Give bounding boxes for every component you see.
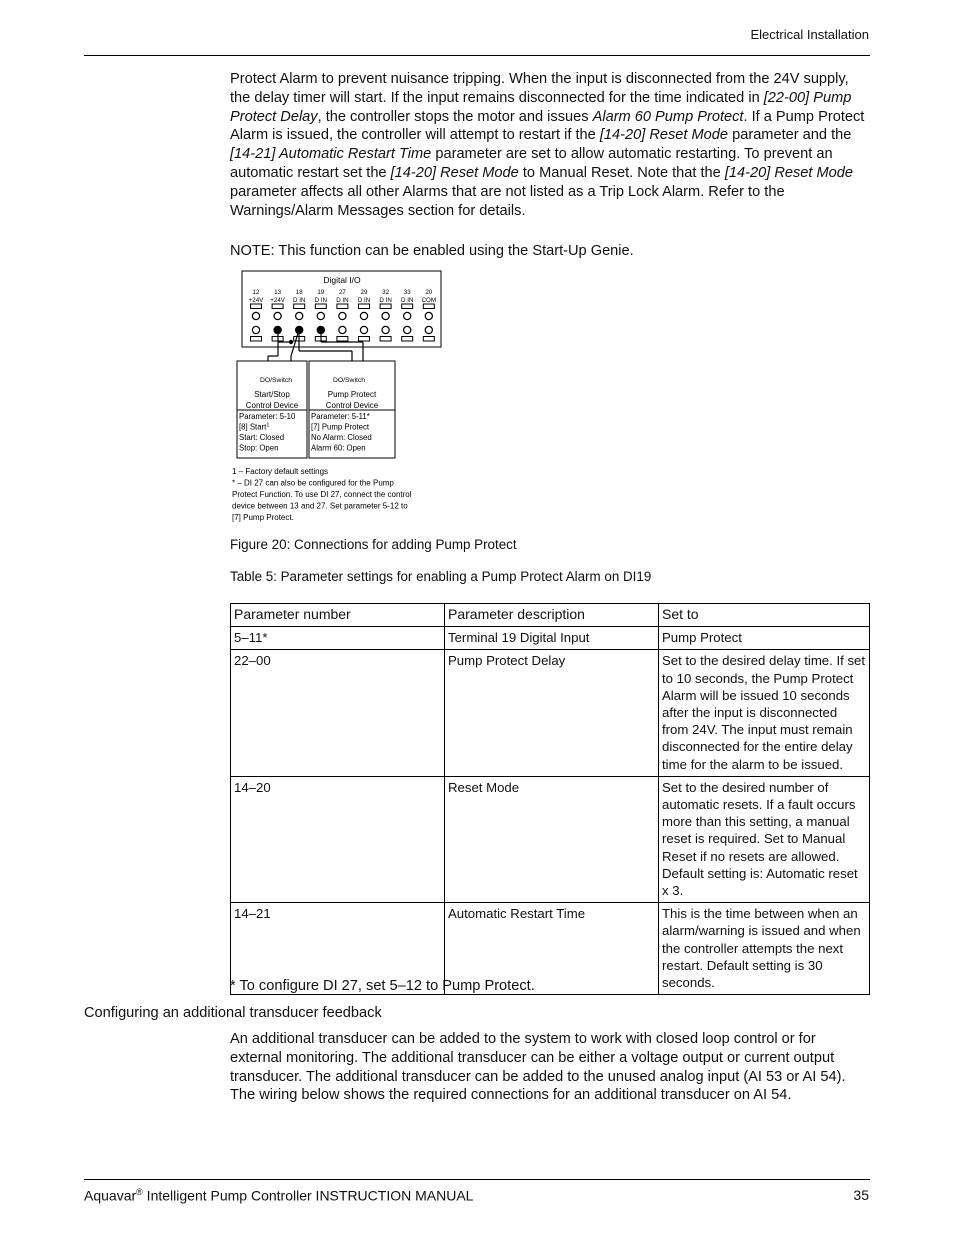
terminal-number: 29: [360, 289, 368, 296]
device-left-param: Parameter: 5-10: [239, 412, 296, 421]
terminal-top-slot: [423, 304, 434, 309]
terminal-label: D IN: [357, 297, 371, 304]
terminal-top-slot: [251, 304, 262, 309]
terminal-label: +24V: [248, 297, 264, 304]
terminal-connector: [339, 326, 346, 333]
device-right-name2: Control Device: [325, 401, 379, 410]
footnote-marker: 1: [266, 422, 270, 429]
terminal-bottom-slot: [423, 337, 434, 342]
terminal-top-slot: [337, 304, 348, 309]
note-label: NOTE:: [230, 243, 275, 259]
diagram-note-1: 1 – Factory default settings: [232, 467, 329, 476]
italic-ref: [14-20] Reset Mode: [599, 127, 729, 144]
cell-parameter-description: Reset Mode: [445, 776, 659, 902]
terminal-screw: [425, 312, 432, 319]
terminal-screw: [360, 312, 367, 319]
terminal-number: 18: [295, 289, 303, 296]
device-right-switch: DO/Switch: [332, 377, 366, 384]
cell-parameter-description: Terminal 19 Digital Input: [445, 627, 659, 650]
italic-ref: [14-20] Reset Mode: [724, 164, 854, 181]
header-parameter-description: Parameter description: [445, 604, 659, 627]
terminal-top-slot: [402, 304, 413, 309]
cell-parameter-description: Automatic Restart Time: [445, 903, 659, 995]
diagram-note-2: * – DI 27 can also be configured for the Pump: [232, 478, 394, 488]
cell-parameter-description: Pump Protect Delay: [445, 650, 659, 776]
text-run: parameter affects all other Alarms that are not listed as a Trip Lock Alarm. Refer to the Warnings/Alarm Messages section for details.: [230, 183, 785, 219]
device-right-param: Parameter: 5-11*: [311, 412, 370, 421]
terminal-label: D IN: [314, 297, 327, 304]
footer-title: [84, 1187, 473, 1204]
terminal-number: 20: [425, 289, 433, 296]
footer-brand: Aquavar: [84, 1187, 137, 1204]
note-text: This function can be enabled using the Start-Up Genie.: [274, 243, 634, 259]
italic-ref: [22-00] Pump Protect Delay: [230, 89, 852, 125]
device-left-line4: Stop: Open: [239, 443, 279, 453]
cell-set-to: Set to the desired delay time. If set to 10 seconds, the Pump Protect Alarm will be issued 10 seconds after the input is disconnected from 24V. The input must remain disconnected for the entire delay time for the alarm to be issued.: [659, 650, 870, 776]
terminal-bottom-slot: [380, 337, 391, 342]
device-left-line2-text: [8] Start: [239, 422, 267, 432]
terminal-number: 13: [274, 289, 282, 296]
terminal-screw: [382, 312, 389, 319]
header-parameter-number: Parameter number: [231, 604, 445, 627]
terminal-screw: [317, 312, 324, 319]
terminal-connector: [252, 326, 259, 333]
cell-set-to: Set to the desired number of automatic resets. If a fault occurs more than this setting, a manual reset is required. Set to Manual Reset if no resets are allowed. Default setting is: Automatic reset x 3.: [659, 776, 870, 902]
terminal-label: D IN: [379, 297, 392, 304]
terminal-bottom-slot: [337, 337, 348, 342]
page-number: 35: [853, 1187, 869, 1203]
terminal-label: D IN: [293, 297, 306, 304]
terminal-top-slot: [294, 304, 305, 309]
table-row: [231, 650, 870, 776]
diagram-title: Digital I/O: [323, 275, 361, 285]
terminal-label: +24V: [270, 297, 285, 304]
terminal-bottom-slot: [251, 337, 262, 342]
terminal-label: COM: [421, 297, 437, 304]
text-run: to Manual Reset. Note that the: [518, 164, 725, 181]
device-left-line3: Start: Closed: [239, 433, 285, 442]
table-header-row: [231, 604, 870, 627]
intro-paragraph: [230, 70, 870, 220]
device-right-line4: Alarm 60: Open: [311, 443, 366, 453]
terminal-number: 27: [338, 289, 346, 296]
terminal-top-slot: [380, 304, 391, 309]
terminal-number: 33: [403, 289, 411, 296]
section-paragraph-text: An additional transducer can be added to the system to work with closed loop control or for external monitoring. The additional transducer can be either a voltage output or current output transducer. The additional transducer can be added to the unused analog input (AI 53 or AI 54). The wiring below shows the required connections for an additional transducer on AI 54.: [230, 1031, 846, 1104]
terminal-top-slot: [359, 304, 370, 309]
italic-ref: [14-21] Automatic Restart Time: [230, 146, 432, 163]
text-run: Protect Alarm to prevent nuisance tripping. When the input is disconnected from the 24V supply, the delay timer will start. If the input remains disconnected for the time indicated in: [230, 71, 849, 106]
terminal-bottom-slot: [402, 337, 413, 342]
running-header: Electrical Installation: [750, 27, 869, 42]
italic-ref: Alarm 60 Pump Protect: [592, 108, 744, 125]
terminal-connector: [360, 326, 367, 333]
device-right-name1: Pump Protect: [327, 390, 377, 399]
table-row: [231, 776, 870, 902]
terminal-connector: [425, 326, 432, 333]
text-run: parameter and the: [728, 127, 852, 144]
device-left-line2: [239, 423, 269, 432]
terminal-screw: [404, 312, 411, 319]
terminal-connector: [404, 326, 411, 333]
terminal-screw: [274, 312, 281, 319]
cell-parameter-number: 5–11*: [231, 627, 445, 650]
terminal-screw: [296, 312, 303, 319]
cell-parameter-number: 14–20: [231, 776, 445, 902]
cell-parameter-number: 22–00: [231, 650, 445, 776]
cell-set-to: Pump Protect: [659, 627, 870, 650]
italic-ref: [14-20] Reset Mode: [390, 164, 519, 181]
diagram-note-5: [7] Pump Protect.: [232, 513, 294, 522]
terminal-number: 12: [252, 289, 260, 296]
terminal-number: 32: [382, 289, 390, 296]
table-caption: Table 5: Parameter settings for enabling a Pump Protect Alarm on DI19: [230, 569, 652, 584]
wiring-diagram: [228, 268, 458, 530]
header-rule: [84, 55, 870, 56]
registered-mark: ®: [136, 1187, 143, 1197]
terminal-screw: [252, 312, 259, 319]
terminal-connector: [382, 326, 389, 333]
header-set-to: Set to: [659, 604, 870, 627]
text-run: . If a Pump Protect Alarm is issued, the controller will attempt to restart if the: [230, 108, 865, 144]
terminal-label: D IN: [336, 297, 349, 304]
parameter-table: [230, 603, 870, 995]
terminal-top-slot: [315, 304, 326, 309]
terminal-label: D IN: [401, 297, 414, 304]
device-right-line3: No Alarm: Closed: [311, 433, 372, 442]
note: [230, 243, 634, 259]
text-run: parameter are set to allow automatic restarting. To prevent an automatic restart set the: [230, 146, 833, 181]
footer-rule: [84, 1179, 870, 1180]
section-heading: Configuring an additional transducer feedback: [84, 1005, 382, 1021]
terminal-screw: [339, 312, 346, 319]
diagram-note-4: device between 13 and 27. Set parameter 5-12 to: [232, 501, 408, 511]
terminal-bottom-slot: [359, 337, 370, 342]
device-left-name2: Control Device: [245, 401, 299, 410]
footer-rest: Intelligent Pump Controller INSTRUCTION MANUAL: [142, 1187, 474, 1204]
terminal-top-slot: [272, 304, 283, 309]
section-paragraph: [230, 1030, 870, 1105]
text-run: , the controller stops the motor and issues: [317, 108, 593, 125]
diagram-note-3: Protect Function. To use DI 27, connect the control: [232, 490, 412, 499]
cell-parameter-number: 14–21: [231, 903, 445, 995]
wiring: [268, 330, 363, 361]
terminal-number: 19: [317, 289, 325, 296]
cell-set-to: This is the time between when an alarm/warning is issued and when the controller attempts the next restart. Default setting is 30 seconds.: [659, 903, 870, 995]
device-left-name1: Start/Stop: [254, 390, 290, 399]
device-right-line2: [7] Pump Protect: [311, 422, 370, 432]
table-footnote: * To configure DI 27, set 5–12 to Pump Protect.: [230, 978, 535, 994]
device-left-switch: DO/Switch: [259, 377, 293, 384]
figure-caption: Figure 20: Connections for adding Pump Protect: [230, 537, 517, 552]
table-row: [231, 627, 870, 650]
